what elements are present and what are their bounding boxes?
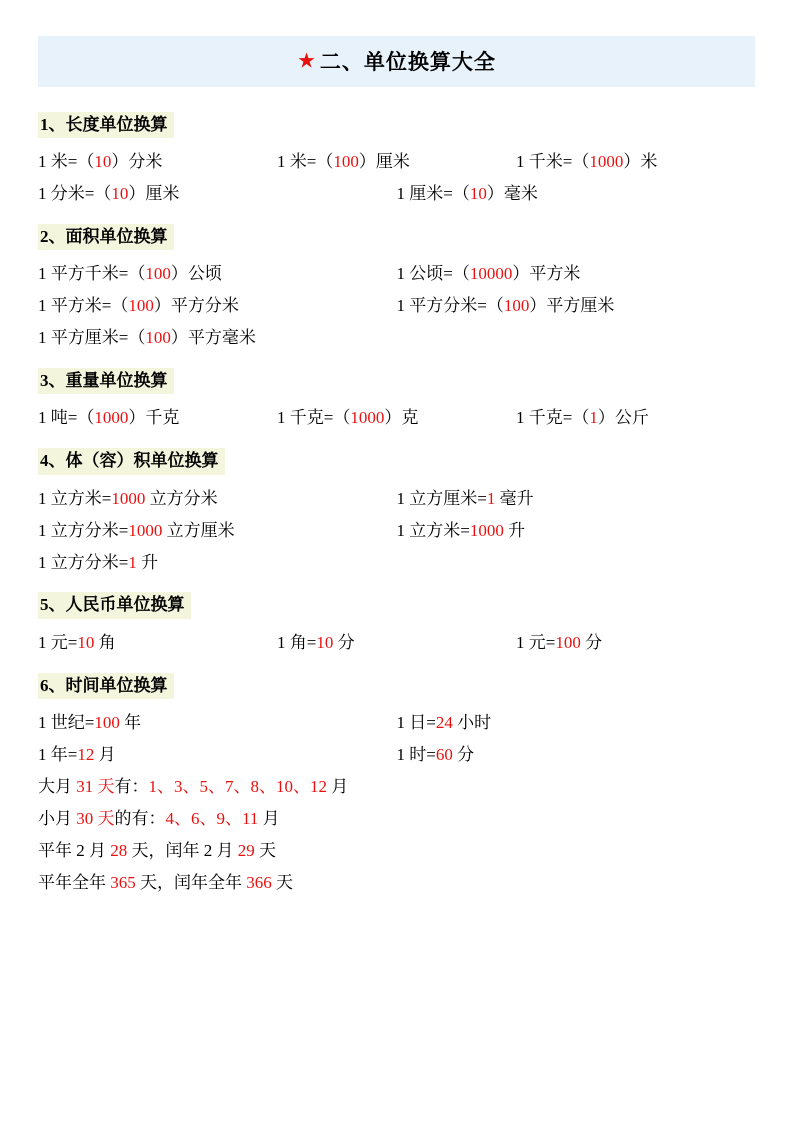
conversion-prefix: 1 立方厘米= xyxy=(396,488,487,508)
conversion-prefix: 1 公顷=（ xyxy=(396,264,470,284)
conversion-suffix: 立方厘米 xyxy=(162,520,235,540)
conversion-suffix: ）平方分米 xyxy=(153,296,239,316)
conversion-suffix: ）平方厘米 xyxy=(529,296,615,316)
conversion-row xyxy=(38,712,755,735)
page-title-bar xyxy=(38,36,755,87)
note-line xyxy=(38,776,755,799)
section-heading: 1、长度单位换算 xyxy=(38,112,174,138)
conversion-value: 24 xyxy=(435,712,453,732)
conversion-prefix: 1 元= xyxy=(516,632,556,652)
page-title: 二、单位换算大全 xyxy=(319,50,496,74)
conversion-value: 100 xyxy=(145,328,171,348)
note-text: 天 xyxy=(271,872,293,892)
conversion-value: 10000 xyxy=(469,264,513,284)
conversion-value: 1000 xyxy=(128,520,163,540)
note-value: 29 xyxy=(237,840,255,860)
conversion-suffix: 分 xyxy=(452,744,475,764)
section xyxy=(38,359,755,430)
note-line xyxy=(38,840,755,863)
conversion-suffix: ）平方米 xyxy=(512,264,581,284)
note-line xyxy=(38,872,755,895)
section xyxy=(38,103,755,206)
conversion-item xyxy=(397,712,756,735)
conversion-prefix: 1 千克=（ xyxy=(516,408,590,428)
conversion-item xyxy=(38,520,397,543)
conversion-row xyxy=(38,488,755,511)
note-text: 小月 xyxy=(38,808,77,828)
note-value: 4、6、9、11 xyxy=(165,808,259,828)
conversion-prefix: 1 世纪= xyxy=(38,712,95,732)
conversion-row xyxy=(38,552,755,575)
conversion-prefix: 1 米=（ xyxy=(277,152,334,172)
conversion-value: 100 xyxy=(128,296,154,316)
section xyxy=(38,215,755,350)
conversion-value: 10 xyxy=(316,632,334,652)
conversion-item xyxy=(38,295,397,318)
conversion-suffix: ）毫米 xyxy=(486,184,538,204)
note-text: 平年 2 月 xyxy=(38,840,111,860)
sections-container xyxy=(38,103,755,895)
conversion-prefix: 1 平方分米=（ xyxy=(396,296,504,316)
conversion-suffix: 月 xyxy=(94,744,116,764)
conversion-value: 100 xyxy=(333,152,359,172)
conversion-row xyxy=(38,632,755,655)
conversion-row xyxy=(38,295,755,318)
conversion-prefix: 1 元= xyxy=(38,632,78,652)
conversion-value: 60 xyxy=(435,744,453,764)
conversion-item xyxy=(38,407,277,430)
conversion-prefix: 1 厘米=（ xyxy=(396,184,470,204)
conversion-suffix: 毫升 xyxy=(495,488,534,508)
note-text: 平年全年 xyxy=(38,872,111,892)
conversion-item xyxy=(397,263,756,286)
conversion-value: 10 xyxy=(94,152,112,172)
conversion-item xyxy=(38,327,398,350)
conversion-suffix: 立方分米 xyxy=(145,488,218,508)
conversion-value: 100 xyxy=(94,712,120,732)
section-heading: 3、重量单位换算 xyxy=(38,368,174,394)
conversion-item xyxy=(516,151,755,174)
conversion-prefix: 1 分米=（ xyxy=(38,184,112,204)
conversion-suffix: 升 xyxy=(503,520,526,540)
conversion-item xyxy=(38,632,277,655)
section-heading: 5、人民币单位换算 xyxy=(38,592,191,618)
conversion-prefix: 1 吨=（ xyxy=(38,408,95,428)
conversion-prefix: 1 角= xyxy=(277,632,317,652)
conversion-item xyxy=(38,263,397,286)
section-heading: 4、体（容）积单位换算 xyxy=(38,448,225,474)
conversion-prefix: 1 立方分米= xyxy=(38,552,129,572)
conversion-prefix: 1 米=（ xyxy=(38,152,95,172)
section xyxy=(38,439,755,574)
conversion-prefix: 1 千米=（ xyxy=(516,152,590,172)
conversion-item xyxy=(397,295,756,318)
note-value: 366 xyxy=(246,872,272,892)
conversion-suffix: ）厘米 xyxy=(358,152,410,172)
conversion-suffix: ）千克 xyxy=(128,408,180,428)
conversion-row xyxy=(38,327,755,350)
conversion-suffix: ）克 xyxy=(384,408,419,428)
conversion-item xyxy=(516,407,755,430)
conversion-suffix: 小时 xyxy=(452,712,492,732)
note-value: 1、3、5、7、8、10、12 xyxy=(148,776,327,796)
conversion-value: 100 xyxy=(555,632,581,652)
conversion-value: 100 xyxy=(503,296,530,316)
section-heading: 6、时间单位换算 xyxy=(38,673,174,699)
conversion-value: 1 xyxy=(486,488,496,508)
note-text: 天 xyxy=(254,840,276,860)
conversion-item xyxy=(38,744,397,767)
conversion-value: 1000 xyxy=(94,408,129,428)
conversion-value: 10 xyxy=(111,184,129,204)
note-value: 31 天 xyxy=(76,776,115,796)
conversion-suffix: 分 xyxy=(580,632,603,652)
note-text: 天，闰年 2 月 xyxy=(127,840,238,860)
conversion-suffix: ）米 xyxy=(623,152,658,172)
conversion-value: 1 xyxy=(589,408,598,428)
note-text: 大月 xyxy=(38,776,77,796)
note-line xyxy=(38,808,755,831)
conversion-row xyxy=(38,520,755,543)
note-text: 的有： xyxy=(114,808,166,828)
conversion-item xyxy=(38,488,397,511)
note-text: 天，闰年全年 xyxy=(135,872,247,892)
conversion-prefix: 1 平方米=（ xyxy=(38,296,129,316)
conversion-value: 100 xyxy=(145,264,171,284)
conversion-prefix: 1 时= xyxy=(396,744,436,764)
conversion-item xyxy=(397,488,756,511)
conversion-prefix: 1 年= xyxy=(38,744,78,764)
conversion-prefix: 1 平方厘米=（ xyxy=(38,328,146,348)
conversion-row xyxy=(38,744,755,767)
star-icon: ★ xyxy=(297,48,316,73)
conversion-item xyxy=(38,183,397,206)
conversion-item xyxy=(397,183,756,206)
conversion-value: 12 xyxy=(77,744,95,764)
conversion-prefix: 1 平方千米=（ xyxy=(38,264,146,284)
conversion-value: 1000 xyxy=(469,520,504,540)
note-text: 月 xyxy=(327,776,349,796)
note-text: 月 xyxy=(258,808,280,828)
conversion-item xyxy=(397,520,756,543)
note-value: 30 天 xyxy=(76,808,115,828)
note-value: 28 xyxy=(110,840,128,860)
conversion-item xyxy=(38,151,277,174)
conversion-suffix: ）公斤 xyxy=(597,408,649,428)
conversion-prefix: 1 立方米= xyxy=(38,488,112,508)
conversion-value: 1 xyxy=(128,552,137,572)
conversion-row xyxy=(38,183,755,206)
conversion-value: 1000 xyxy=(350,408,385,428)
conversion-suffix: 升 xyxy=(136,552,159,572)
conversion-item xyxy=(277,151,516,174)
conversion-suffix: ）分米 xyxy=(111,152,163,172)
conversion-value: 1000 xyxy=(111,488,146,508)
section-heading: 2、面积单位换算 xyxy=(38,224,174,250)
conversion-row xyxy=(38,407,755,430)
conversion-value: 10 xyxy=(77,632,95,652)
conversion-row xyxy=(38,151,755,174)
conversion-suffix: 年 xyxy=(119,712,142,732)
section xyxy=(38,583,755,654)
conversion-prefix: 1 立方分米= xyxy=(38,520,129,540)
conversion-prefix: 1 立方米= xyxy=(396,520,470,540)
conversion-item xyxy=(38,712,397,735)
note-value: 365 xyxy=(110,872,136,892)
conversion-item xyxy=(397,744,756,767)
conversion-suffix: ）公顷 xyxy=(170,264,222,284)
conversion-suffix: 分 xyxy=(333,632,355,652)
conversion-item xyxy=(516,632,755,655)
note-text: 有： xyxy=(114,776,149,796)
conversion-value: 1000 xyxy=(589,152,624,172)
conversion-value: 10 xyxy=(469,184,487,204)
conversion-prefix: 1 日= xyxy=(396,712,436,732)
conversion-prefix: 1 千克=（ xyxy=(277,408,351,428)
conversion-suffix: 角 xyxy=(94,632,116,652)
section xyxy=(38,664,755,895)
conversion-item xyxy=(277,407,516,430)
conversion-row xyxy=(38,263,755,286)
conversion-suffix: ）平方毫米 xyxy=(170,328,256,348)
conversion-suffix: ）厘米 xyxy=(128,184,180,204)
conversion-item xyxy=(38,552,398,575)
conversion-item xyxy=(277,632,516,655)
